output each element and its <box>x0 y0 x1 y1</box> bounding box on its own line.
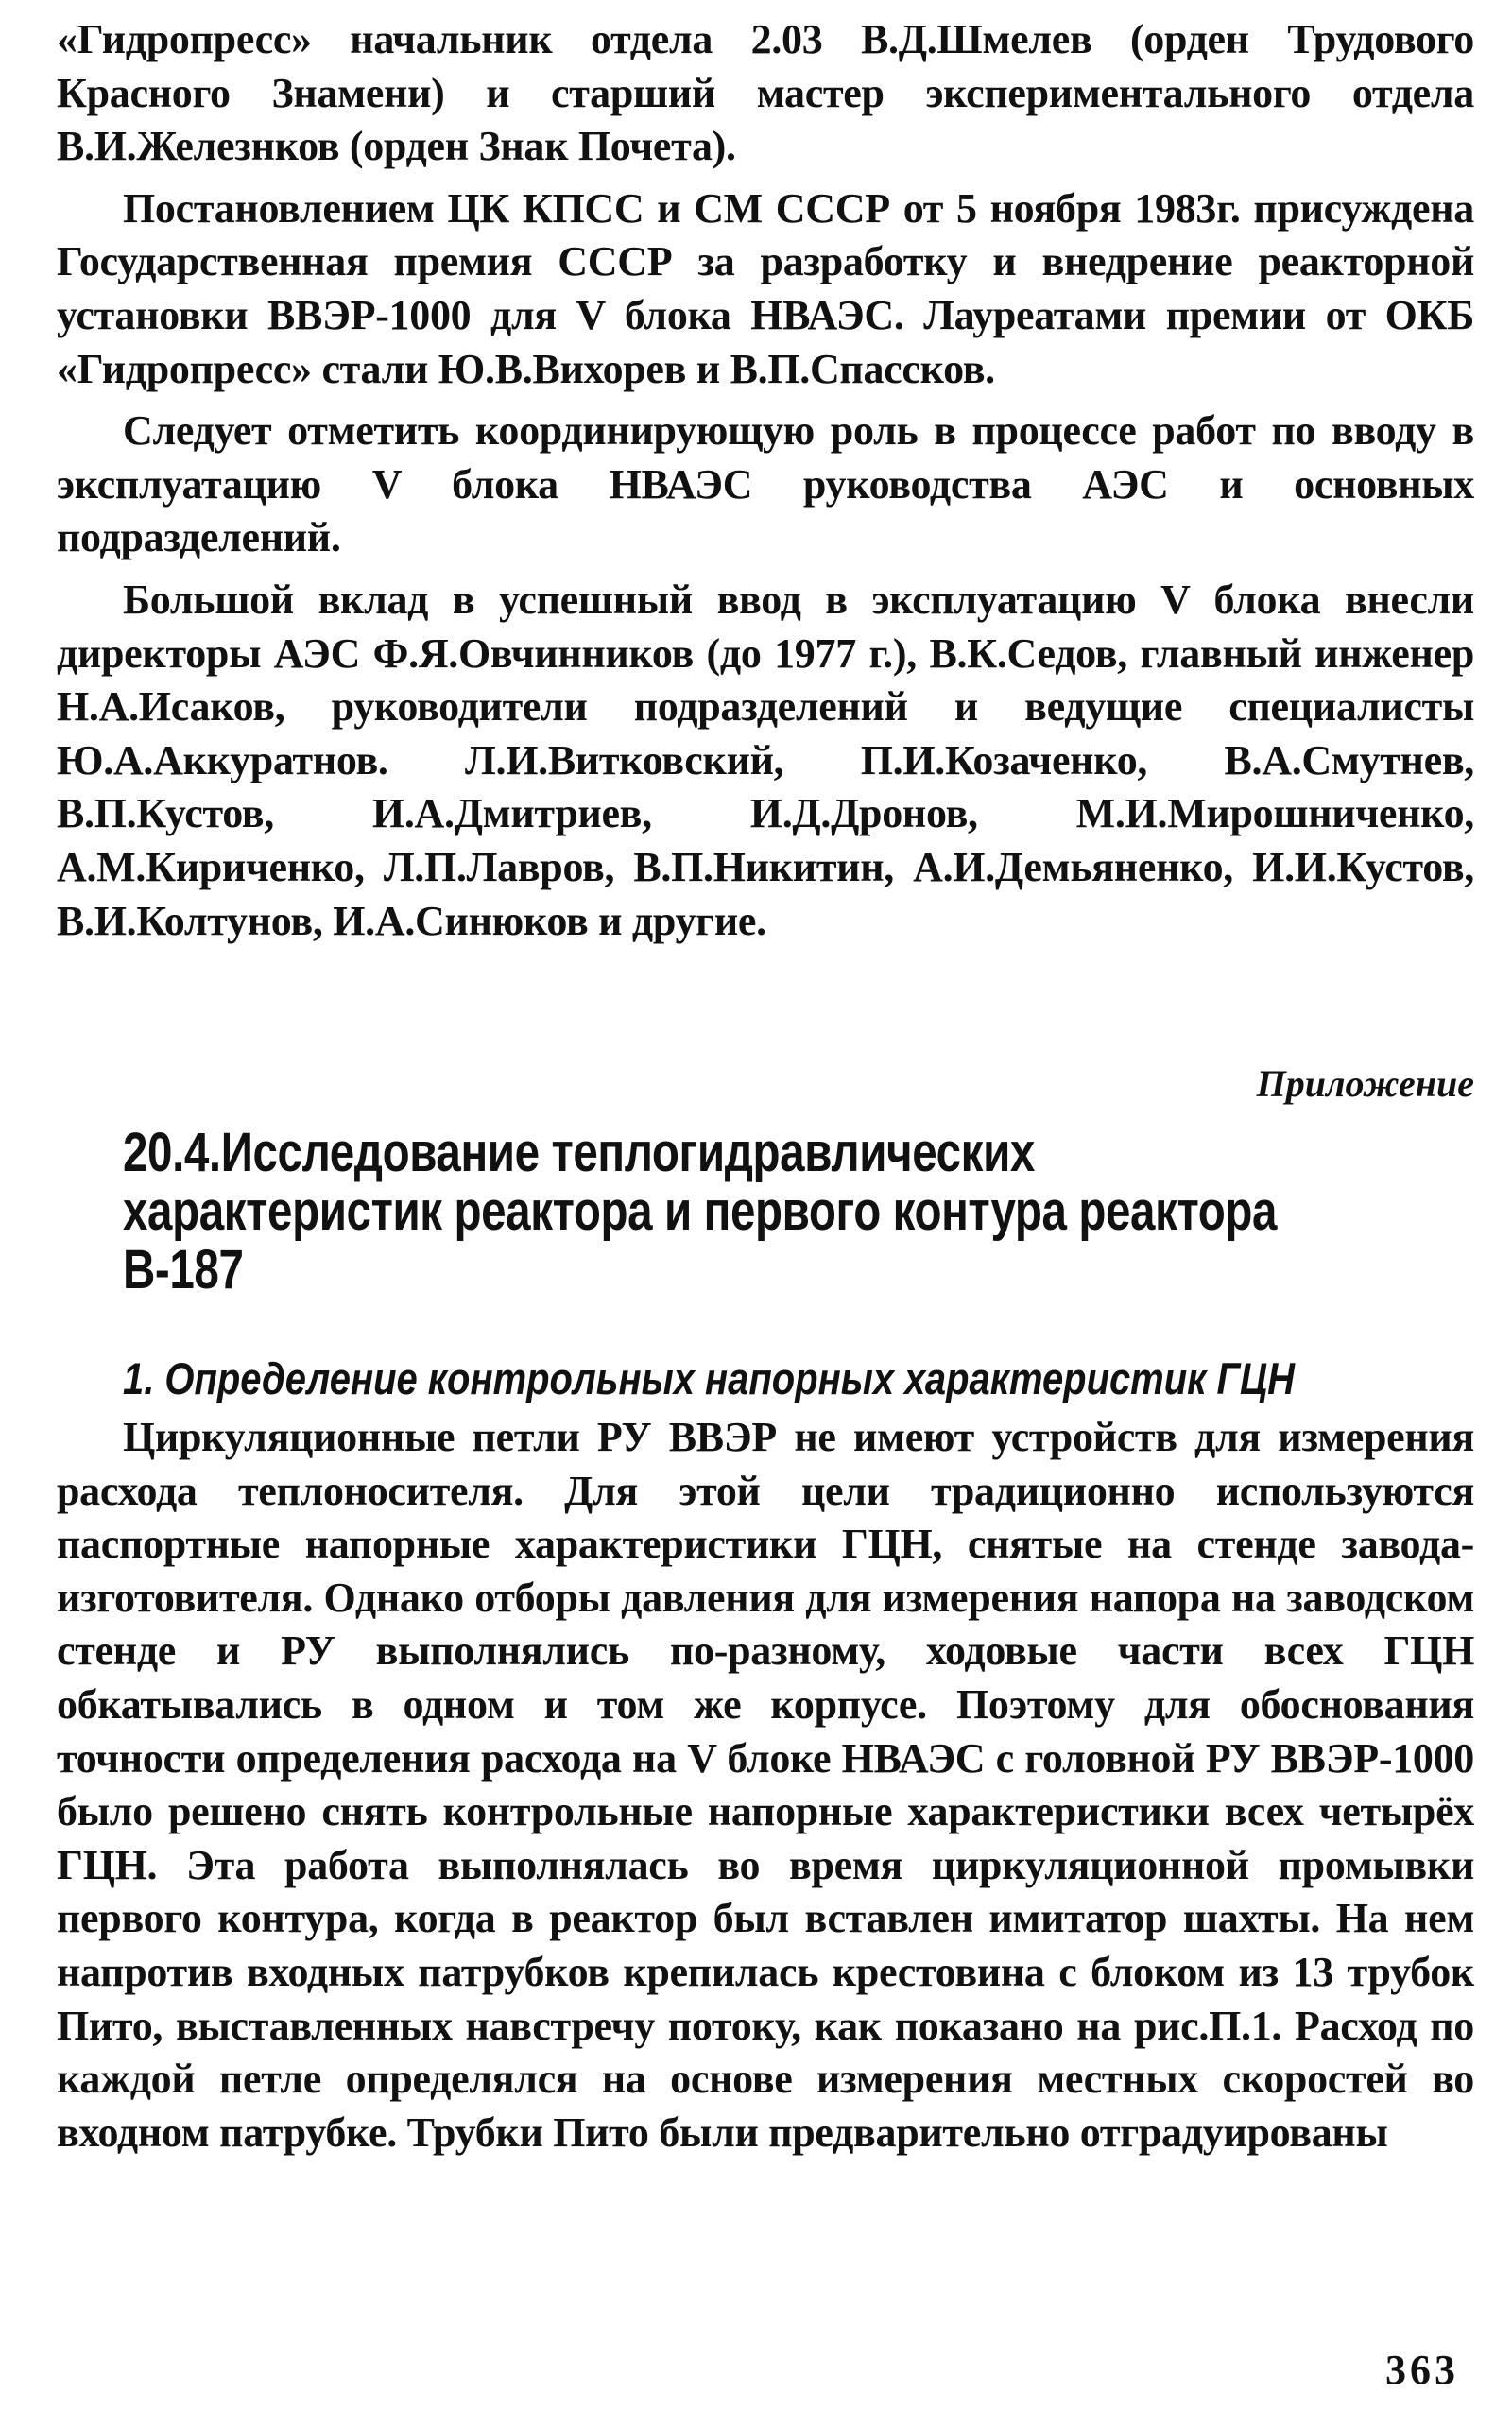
paragraph-circulation-loops: Циркуляционные петли РУ ВВЭР не имеют устройств для измерения расхода теплоносителя. Для этой цели традиционно используются паспортные напорные характеристики ГЦН, снятые на стенде завода-изготовителя. Однако отборы давления для измерения напора на заводском стенде и РУ выполнялись по-разному, ходовые части всех ГЦН обкатывались в одном и том же корпусе. Поэтому для обоснования точности определения расхода на V блоке НВАЭС с головной РУ ВВЭР-1000 было решено снять контрольные напорные характеристики всех четырёх ГЦН. Эта работа выполнялась во время циркуляционной промывки первого контура, когда в реактор был вставлен имитатор шахты. На нем напротив входных патрубков крепилась крестовина с блоком из 13 трубок Пито, выставленных навстречу потоку, как показано на рис.П.1. Расход по каждой петле определялся на основе измерения местных скоростей во входном патрубке. Трубки Пито были предварительно отградуированы <box>57 1414 1474 2156</box>
subsection-title: 1. Определение контрольных напорных характеристик ГЦН <box>123 1353 1295 1404</box>
appendix-label: Приложение <box>1256 1062 1474 1106</box>
paragraph-awards-continued: «Гидропресс» начальник отдела 2.03 В.Д.Шмелев (орден Трудового Красного Знамени) и старший мастер экспериментального отдела В.И.Железнков (орден Знак Почета). <box>57 16 1474 170</box>
paragraph-coordinating-role: Следует отметить координирующую роль в процессе работ по вводу в эксплуатацию V блока НВАЭС руководства АЭС и основных подразделений. <box>57 407 1474 561</box>
page-number: 363 <box>1385 2347 1459 2393</box>
paragraph-contributors: Большой вклад в успешный ввод в эксплуатацию V блока внесли директоры АЭС Ф.Я.Овчинников (до 1977 г.), В.К.Седов, главный инженер Н.А.Исаков, руководители подразделений и ведущие специалисты Ю.А.Аккуратнов. Л.И.Витковский, П.И.Козаченко, В.А.Смутнев, В.П.Кустов, И.А.Дмитриев, И.Д.Дронов, М.И.Мирошниченко, А.М.Кириченко, Л.П.Лавров, В.П.Никитин, А.И.Демьяненко, И.И.Кустов, В.И.Колтунов, И.А.Синюков и другие. <box>57 576 1474 944</box>
document-page <box>57 13 1474 2168</box>
paragraph-state-prize: Постановлением ЦК КПСС и СМ СССР от 5 ноября 1983г. присуждена Государственная премия СССР за разработку и внедрение реакторной установки ВВЭР-1000 для V блока НВАЭС. Лауреатами премии от ОКБ «Гидропресс» стали Ю.В.Вихорев и В.П.Спассков. <box>57 184 1474 392</box>
section-title: 20.4.Исследование теплогидравлических характеристик реактора и первого контура реактора В-187 <box>123 1122 1278 1301</box>
